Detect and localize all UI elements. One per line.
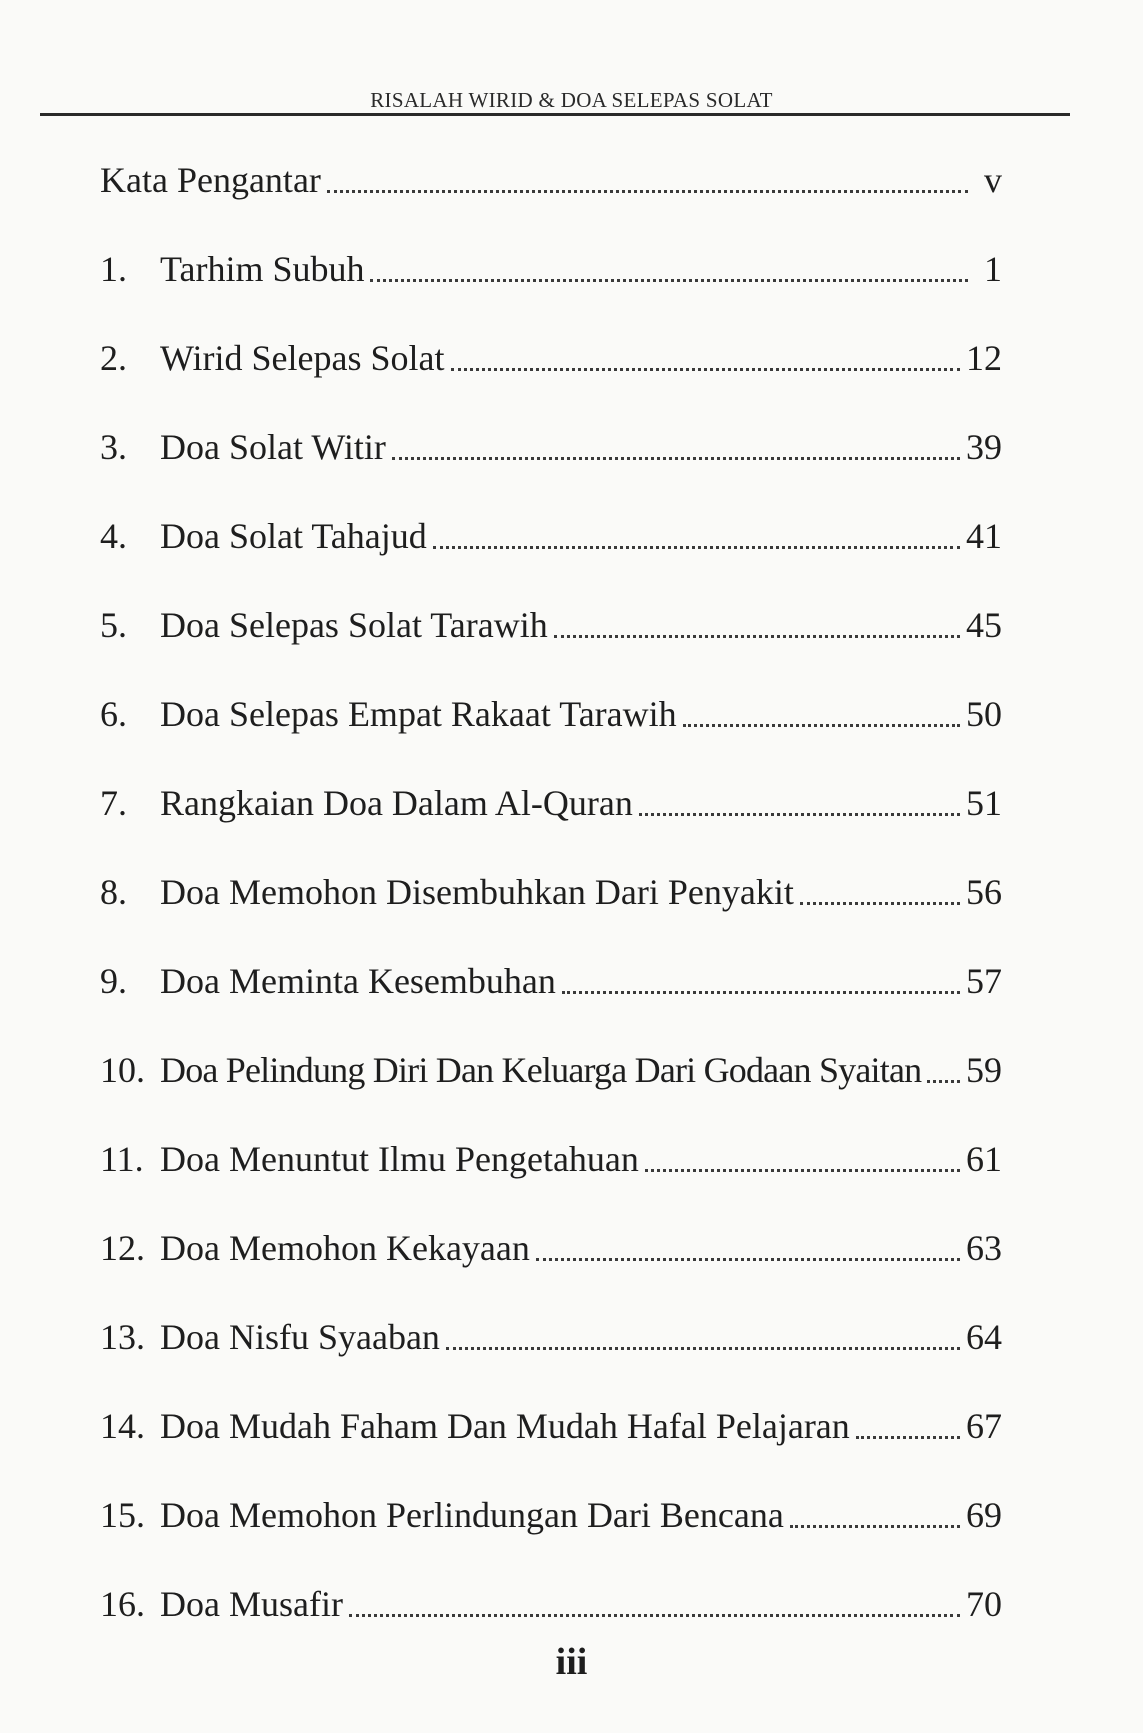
toc-entry-page: 61	[966, 1138, 1002, 1179]
toc-entry-11[interactable]	[100, 1114, 1002, 1203]
toc-entry-title: Doa Pelindung Diri Dan Keluarga Dari Godaan Syaitan	[160, 1049, 922, 1090]
toc-entry-3[interactable]	[100, 402, 1002, 491]
toc-entry-page: 1	[984, 248, 1002, 289]
toc-entry-title: Tarhim Subuh	[160, 248, 365, 289]
toc-entry-number: 3.	[100, 426, 127, 467]
dot-leader	[927, 1080, 960, 1083]
toc-entry-6[interactable]	[100, 669, 1002, 758]
dot-leader	[562, 991, 960, 994]
dot-leader	[446, 1347, 960, 1350]
toc-entry-2[interactable]	[100, 313, 1002, 402]
toc-entry-title: Doa Memohon Kekayaan	[160, 1227, 530, 1268]
toc-entry-title: Doa Selepas Empat Rakaat Tarawih	[160, 693, 677, 734]
dot-leader	[370, 279, 968, 282]
toc-entry-title: Doa Solat Witir	[160, 426, 386, 467]
dot-leader	[451, 368, 960, 371]
toc-entry-page: 63	[966, 1227, 1002, 1268]
dot-leader	[639, 813, 960, 816]
toc-entry-title: Doa Meminta Kesembuhan	[160, 960, 556, 1001]
toc-entry-page: 56	[966, 871, 1002, 912]
toc-entry-page: v	[984, 159, 1002, 200]
toc-entry-10[interactable]	[100, 1025, 1002, 1114]
toc-entry-page: 39	[966, 426, 1002, 467]
dot-leader	[856, 1436, 960, 1439]
toc-entry-page: 67	[966, 1405, 1002, 1446]
toc-entry-kata-pengantar[interactable]	[100, 135, 1002, 224]
page-number: iii	[555, 1641, 588, 1683]
dot-leader	[349, 1614, 960, 1617]
toc-entry-title: Doa Nisfu Syaaban	[160, 1316, 440, 1357]
toc-entry-number: 9.	[100, 960, 127, 1001]
dot-leader	[683, 724, 960, 727]
toc-entry-7[interactable]	[100, 758, 1002, 847]
toc-entry-title: Doa Menuntut Ilmu Pengetahuan	[160, 1138, 639, 1179]
toc-entry-number: 15.	[100, 1494, 145, 1535]
dot-leader	[554, 635, 960, 638]
toc-entry-12[interactable]	[100, 1203, 1002, 1292]
toc-entry-14[interactable]	[100, 1381, 1002, 1470]
toc-entry-page: 50	[966, 693, 1002, 734]
toc-entry-title: Doa Selepas Solat Tarawih	[160, 604, 548, 645]
toc-entry-13[interactable]	[100, 1292, 1002, 1381]
toc-entry-number: 1.	[100, 248, 127, 289]
toc-entry-title: Doa Memohon Disembuhkan Dari Penyakit	[160, 871, 794, 912]
header-rule	[40, 113, 1070, 116]
toc-entry-8[interactable]	[100, 847, 1002, 936]
toc-entry-title: Rangkaian Doa Dalam Al-Quran	[160, 782, 633, 823]
toc-entry-4[interactable]	[100, 491, 1002, 580]
toc-entry-1[interactable]	[100, 224, 1002, 313]
toc-entry-number: 6.	[100, 693, 127, 734]
dot-leader	[536, 1258, 960, 1261]
toc-entry-15[interactable]	[100, 1470, 1002, 1559]
toc-entry-number: 12.	[100, 1227, 145, 1268]
toc-entry-page: 69	[966, 1494, 1002, 1535]
toc-entry-number: 4.	[100, 515, 127, 556]
toc-entry-title: Doa Memohon Perlindungan Dari Bencana	[160, 1494, 784, 1535]
dot-leader	[392, 457, 960, 460]
toc-entry-number: 13.	[100, 1316, 145, 1357]
toc-entry-page: 64	[966, 1316, 1002, 1357]
toc-entry-number: 11.	[100, 1138, 144, 1179]
toc-entry-title: Wirid Selepas Solat	[160, 337, 445, 378]
toc-entry-page: 51	[966, 782, 1002, 823]
toc-entry-page: 70	[966, 1583, 1002, 1624]
toc-entry-title: Doa Solat Tahajud	[160, 515, 427, 556]
toc-entry-title: Doa Mudah Faham Dan Mudah Hafal Pelajaran	[160, 1405, 850, 1446]
toc-entry-number: 14.	[100, 1405, 145, 1446]
toc-entry-number: 16.	[100, 1583, 145, 1624]
toc-entry-number: 7.	[100, 782, 127, 823]
toc-entry-page: 41	[966, 515, 1002, 556]
toc-entry-number: 2.	[100, 337, 127, 378]
table-of-contents	[100, 135, 1002, 1648]
dot-leader	[327, 190, 968, 193]
toc-entry-page: 12	[966, 337, 1002, 378]
toc-entry-title: Doa Musafir	[160, 1583, 343, 1624]
toc-entry-page: 45	[966, 604, 1002, 645]
dot-leader	[645, 1169, 960, 1172]
toc-entry-9[interactable]	[100, 936, 1002, 1025]
toc-entry-title: Kata Pengantar	[100, 159, 321, 200]
running-header: RISALAH WIRID & DOA SELEPAS SOLAT	[370, 88, 773, 112]
toc-entry-number: 10.	[100, 1049, 145, 1090]
dot-leader	[800, 902, 960, 905]
toc-entry-page: 59	[966, 1049, 1002, 1090]
toc-entry-number: 5.	[100, 604, 127, 645]
toc-entry-16[interactable]	[100, 1559, 1002, 1648]
dot-leader	[433, 546, 960, 549]
toc-entry-number: 8.	[100, 871, 127, 912]
toc-entry-5[interactable]	[100, 580, 1002, 669]
dot-leader	[790, 1525, 960, 1528]
toc-entry-page: 57	[966, 960, 1002, 1001]
